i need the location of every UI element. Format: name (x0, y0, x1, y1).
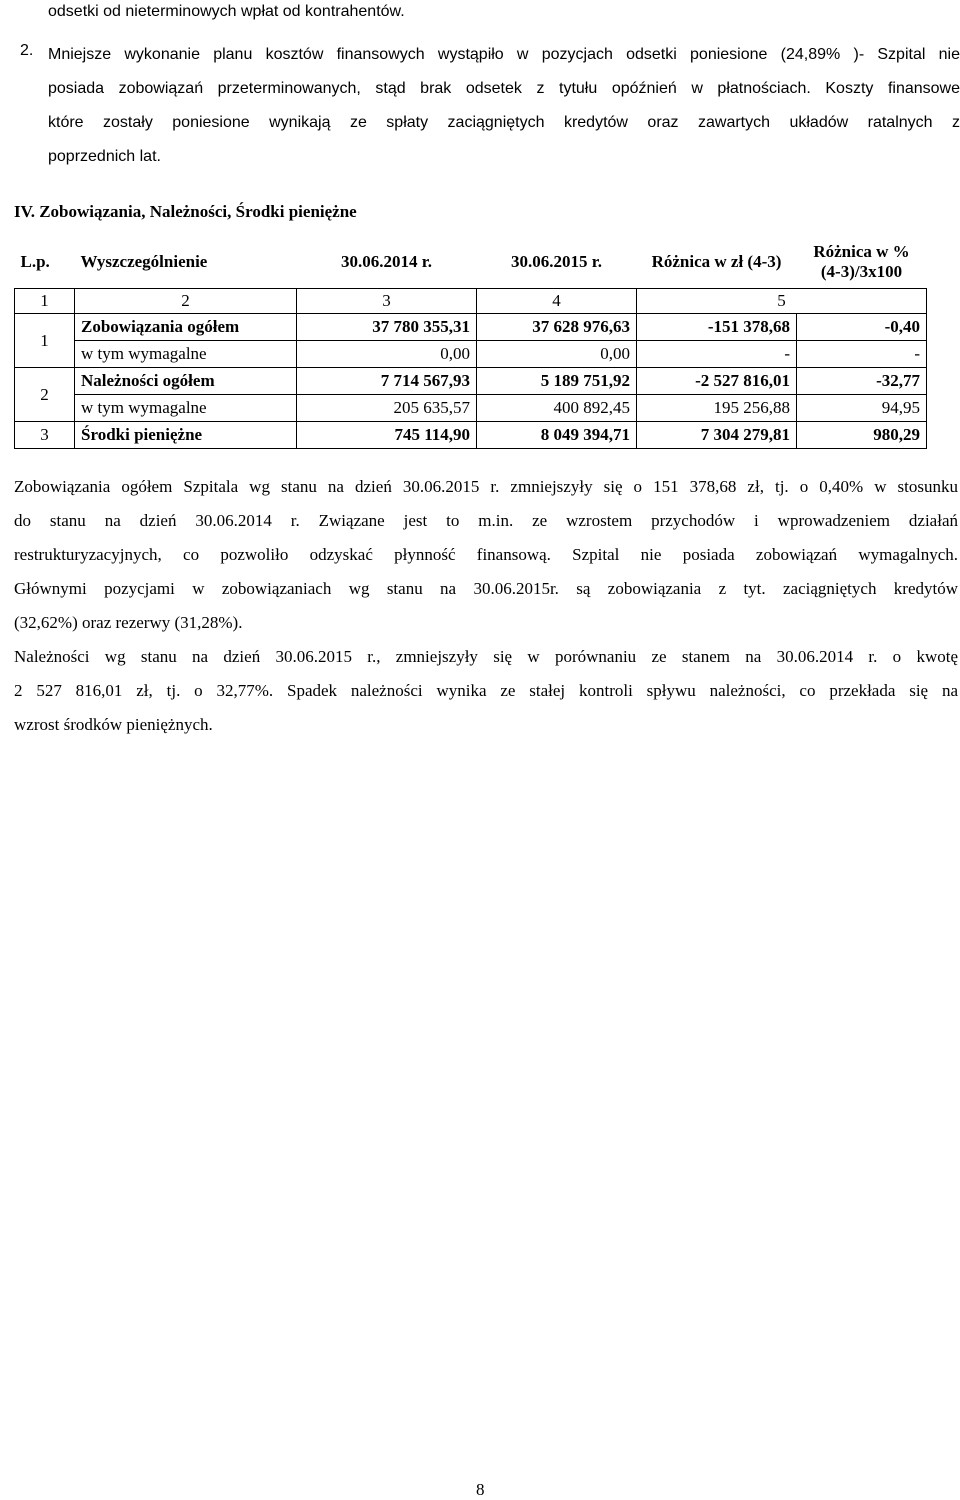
point-2-paragraph (48, 38, 960, 174)
summary-line: wzrost środków pieniężnych. (14, 715, 213, 734)
header-2015: 30.06.2015 r. (511, 252, 602, 271)
point-2-line: Mniejsze wykonanie planu kosztów finansowych wystąpiło w pozycjach odsetki poniesione (24,89% )- Szpital nie (48, 46, 960, 63)
section-heading: IV. Zobowiązania, Należności, Środki pieniężne (14, 202, 357, 221)
summary-line: restrukturyzacyjnych, co pozwoliło odzyskać płynność finansową. Szpital nie posiada zobowiązań wymagalnych. (14, 545, 958, 564)
header-diff-pct: Różnica w % (4-3)/3x100 (813, 242, 910, 281)
table-row (15, 314, 927, 341)
row-lp: 1 (15, 314, 75, 368)
top-line-text: odsetki od nieterminowych wpłat od kontrahentów. (48, 3, 405, 20)
row-diff: 195 256,88 (637, 395, 797, 422)
row-name: Środki pieniężne (75, 422, 297, 449)
financial-table (14, 236, 927, 449)
index-cell: 5 (637, 289, 927, 314)
summary-paragraphs (14, 470, 958, 742)
index-cell: 2 (75, 289, 297, 314)
row-pct: 94,95 (797, 395, 927, 422)
row-2014: 205 635,57 (297, 395, 477, 422)
table-index-row (15, 289, 927, 314)
point-2-line: poprzednich lat. (48, 148, 161, 165)
row-2015: 0,00 (477, 341, 637, 368)
row-pct: - (797, 341, 927, 368)
row-2015: 400 892,45 (477, 395, 637, 422)
index-cell: 4 (477, 289, 637, 314)
summary-line: Głównymi pozycjami w zobowiązaniach wg stanu na 30.06.2015r. są zobowiązania z tyt. zaciągniętych kredytów (14, 579, 958, 598)
summary-line: do stanu na dzień 30.06.2014 r. Związane jest to m.in. ze wzrostem przychodów i wprowadzeniem działań (14, 511, 958, 530)
header-lp: L.p. (20, 252, 50, 271)
table-row (15, 341, 927, 368)
row-name: w tym wymagalne (75, 395, 297, 422)
summary-line: (32,62%) oraz rezerwy (31,28%). (14, 613, 243, 632)
row-pct: -32,77 (797, 368, 927, 395)
row-name: w tym wymagalne (75, 341, 297, 368)
index-cell: 3 (297, 289, 477, 314)
row-2014: 0,00 (297, 341, 477, 368)
row-2014: 37 780 355,31 (297, 314, 477, 341)
table-row (15, 368, 927, 395)
point-2-line: posiada zobowiązań przeterminowanych, stąd brak odsetek z tytułu opóźnień w płatnościach. Koszty finansowe (48, 80, 960, 97)
header-description: Wyszczególnienie (80, 252, 208, 271)
header-diff-pln: Różnica w zł (4-3) (651, 252, 782, 271)
row-diff: - (637, 341, 797, 368)
row-2015: 5 189 751,92 (477, 368, 637, 395)
row-pct: -0,40 (797, 314, 927, 341)
summary-line: 2 527 816,01 zł, tj. o 32,77%. Spadek należności wynika ze stałej kontroli spływu należności, co przekłada się na (14, 681, 958, 700)
point-2-label: 2. (20, 42, 34, 59)
row-2015: 8 049 394,71 (477, 422, 637, 449)
table-row (15, 395, 927, 422)
table-header-row (15, 236, 927, 289)
row-lp: 2 (15, 368, 75, 422)
summary-line: Należności wg stanu na dzień 30.06.2015 r., zmniejszyły się w porównaniu ze stanem na 30.06.2014 r. o kwotę (14, 647, 958, 666)
row-2014: 745 114,90 (297, 422, 477, 449)
point-2-line: które zostały poniesione wynikają ze spłaty zaciągniętych kredytów oraz zawartych układów ratalnych z (48, 114, 960, 131)
row-2014: 7 714 567,93 (297, 368, 477, 395)
index-cell: 1 (15, 289, 75, 314)
table-row (15, 422, 927, 449)
row-pct: 980,29 (797, 422, 927, 449)
row-lp: 3 (15, 422, 75, 449)
row-diff: 7 304 279,81 (637, 422, 797, 449)
row-name: Zobowiązania ogółem (75, 314, 297, 341)
summary-line: Zobowiązania ogółem Szpitala wg stanu na dzień 30.06.2015 r. zmniejszyły się o 151 378,68 zł, tj. o 0,40% w stosunku (14, 477, 958, 496)
row-name: Należności ogółem (75, 368, 297, 395)
row-diff: -151 378,68 (637, 314, 797, 341)
page-number: 8 (476, 1480, 485, 1499)
row-2015: 37 628 976,63 (477, 314, 637, 341)
header-2014: 30.06.2014 r. (341, 252, 432, 271)
row-diff: -2 527 816,01 (637, 368, 797, 395)
